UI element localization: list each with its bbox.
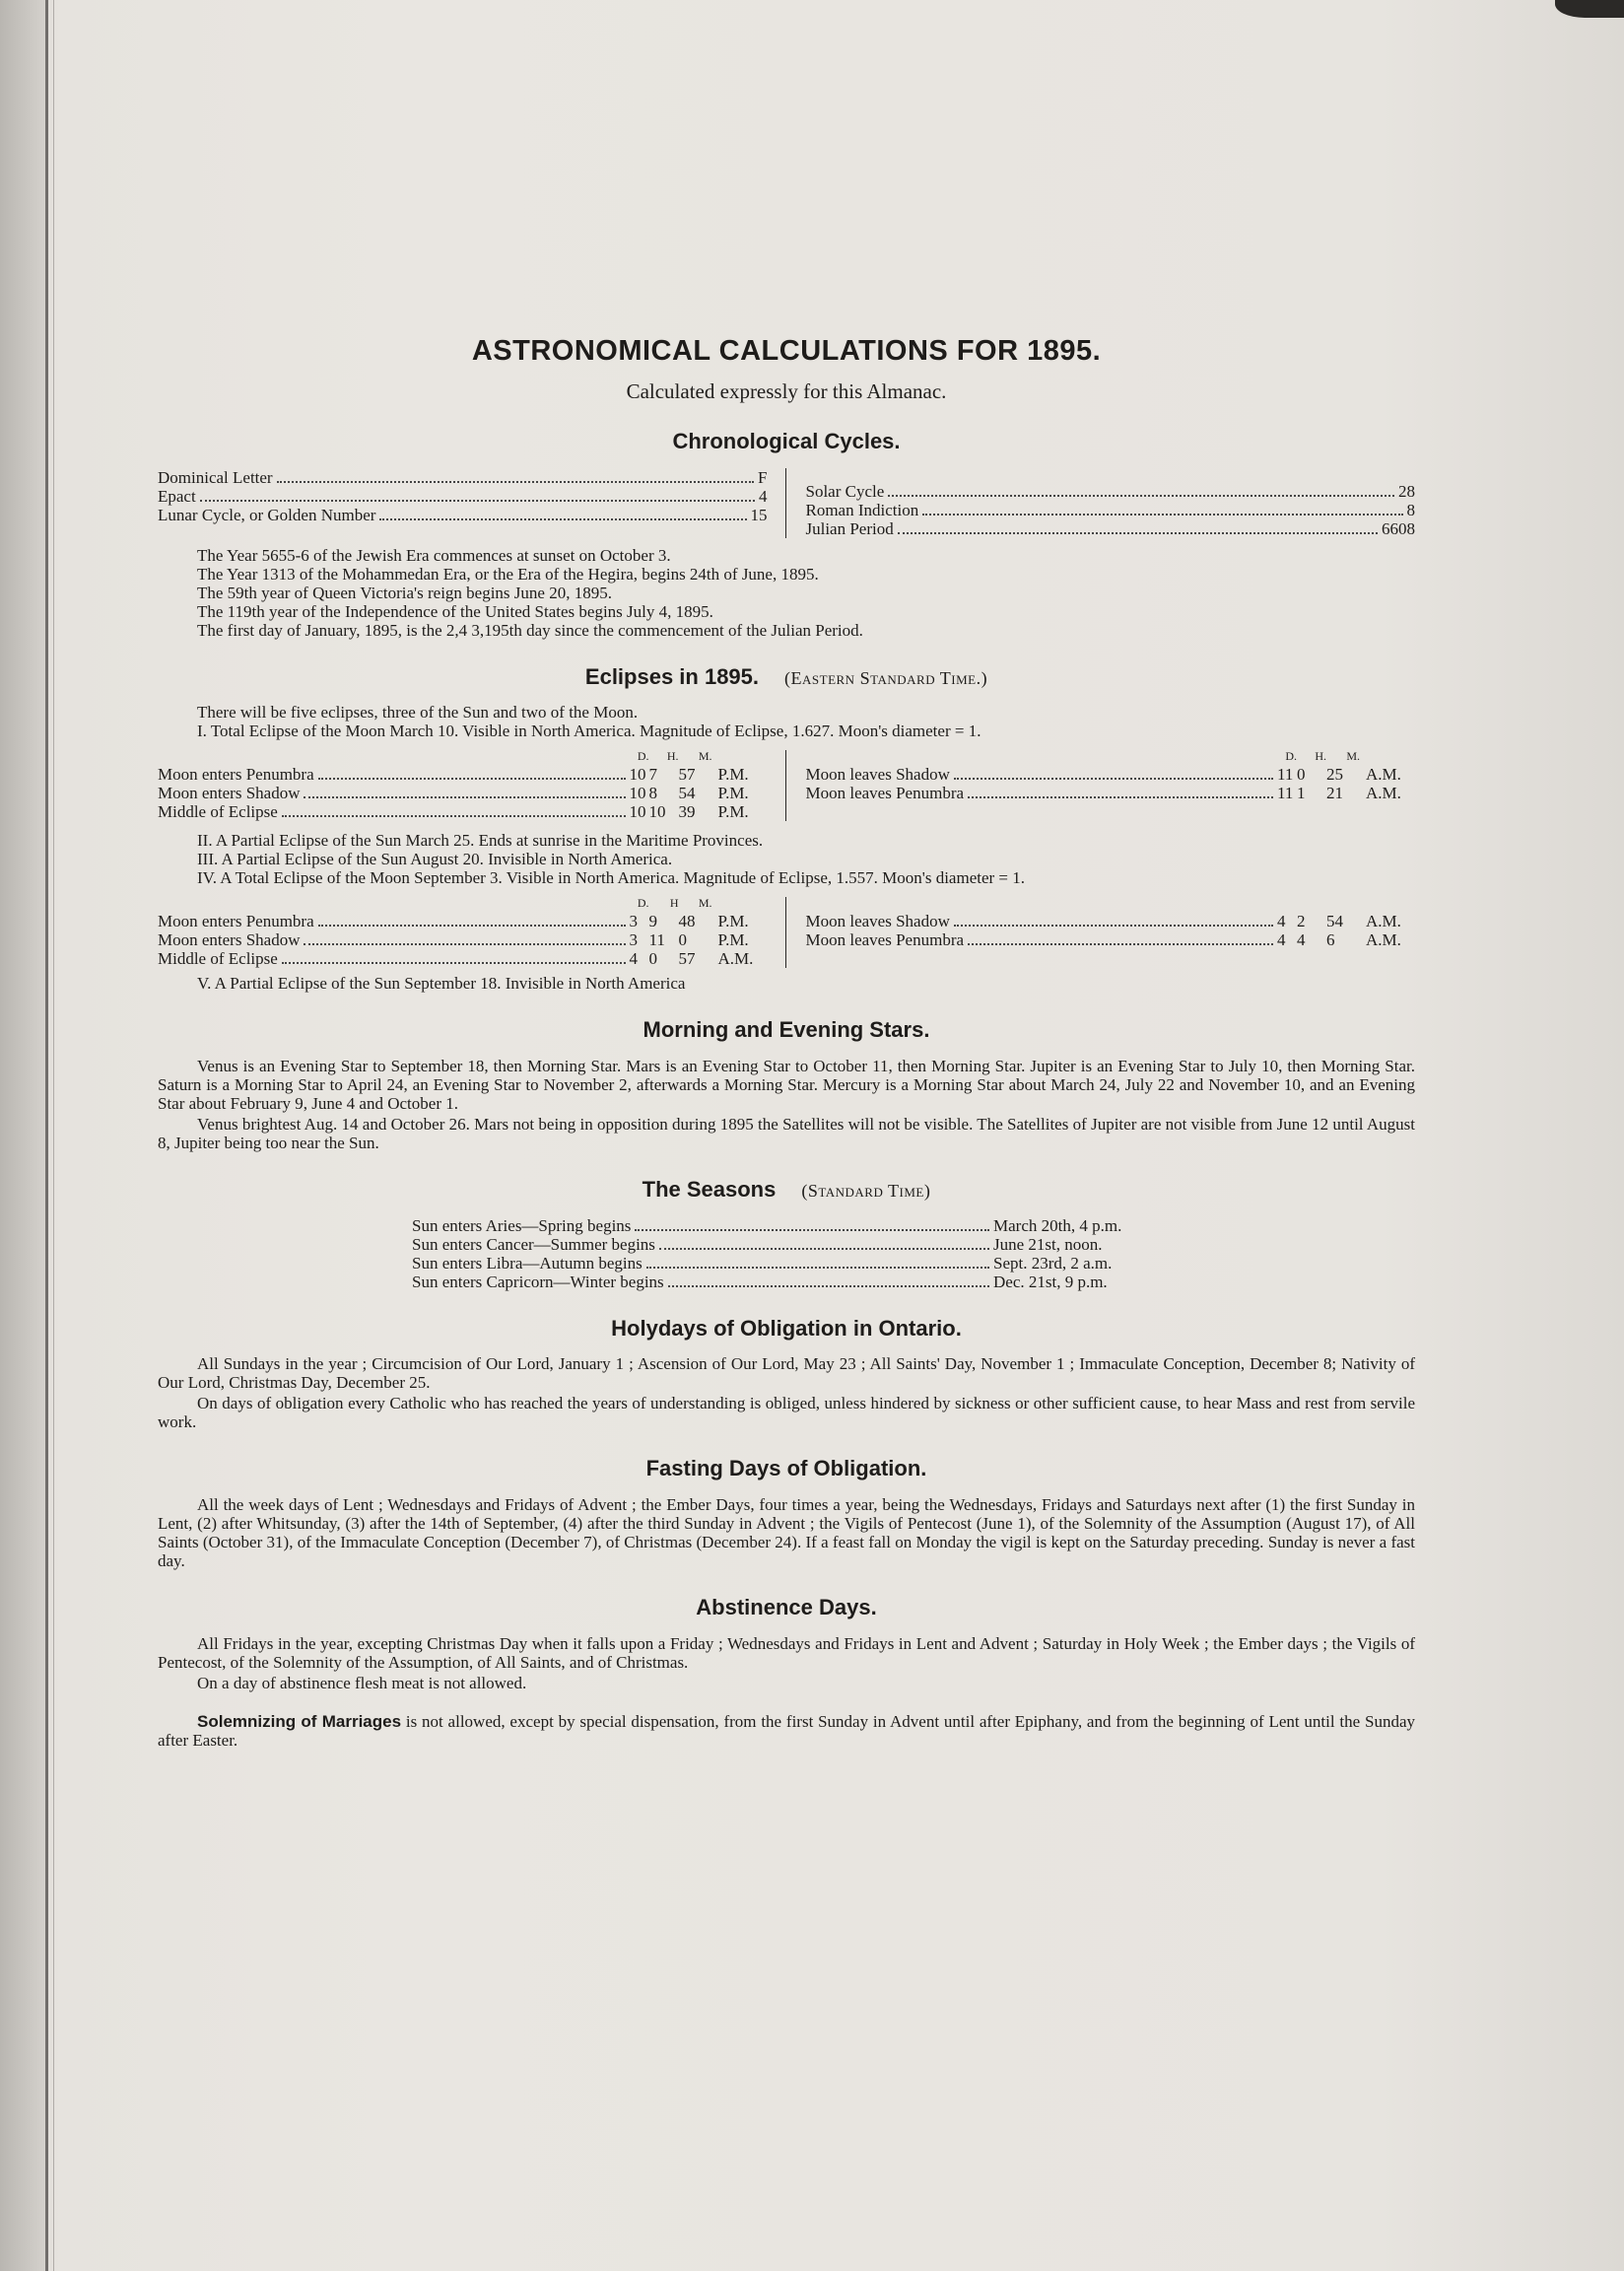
stars-paragraph: Venus brightest Aug. 14 and October 26. Mars not being in opposition during 1895 the Satellites will not be visible. The Satellites of Jupiter are not visible from June 12 until August 8, Jupiter being too near the Sun. (158, 1115, 1415, 1153)
eclipses-heading-text: Eclipses in 1895. (584, 663, 760, 689)
chronology-note: The Year 1313 of the Mohammedan Era, or the Era of the Hegira, begins 24th of June, 1895. (197, 564, 819, 584)
spine-shadow (0, 0, 45, 2271)
corner-ink-mark (1555, 0, 1624, 18)
document-body (158, 335, 1415, 1752)
season-row: Sun enters Libra—Autumn begins Sept. 23rd, 2 a.m. (412, 1253, 1113, 1273)
chrono-row (806, 519, 1416, 538)
fasting-paragraph: All the week days of Lent ; Wednesdays and Fridays of Advent ; the Ember Days, four times a year, being the Wednesdays, Fridays and Saturdays next after (1) the first Sunday in Lent, (2) after Whitsunday, (3) after the 14th of September, (4) after the third Sunday in Advent ; the Vigils of Pentecost (June 1), of the Solemnity of the Assumption (August 17), of All Saints (October 31), of the Immaculate Conception (December 7), of Christmas (December 24). If a feast fall on Monday the vigil is kept on the Saturday preceding. Sunday is never a fast day. (158, 1495, 1415, 1571)
eclipses-heading (158, 665, 1415, 690)
eclipse-five: V. A Partial Eclipse of the Sun September 18. Invisible in North America (197, 974, 686, 994)
seasons-table (412, 1216, 1181, 1291)
marriages-text: is not allowed, except by special dispensation, from the first Sunday in Advent until after Epiphany, and from the beginning of Lent until the Sunday after Easter. (158, 1711, 1415, 1750)
spine-rule (45, 0, 48, 2271)
chrono-row (158, 487, 768, 506)
chrono-label: Dominical Letter (158, 467, 273, 487)
eclipse-note: IV. A Total Eclipse of the Moon September 3. Visible in North America. Magnitude of Eclipse, 1.557. Moon's diameter = 1. (197, 868, 1026, 888)
holydays-paragraph: On days of obligation every Catholic who has reached the years of understanding is obliged, unless hindered by sickness or other sufficient cause, to hear Mass and rest from servile work. (158, 1394, 1415, 1432)
chronology-notes (158, 546, 1415, 640)
eclipse-row: Moon leaves Penumbra 11 1 21 A.M. (805, 784, 1401, 803)
eclipse-row: Moon enters Penumbra 3 9 48 P.M. (158, 912, 749, 931)
eclipse-row: Moon leaves Shadow 11 0 25 A.M. (805, 765, 1401, 785)
chrono-label: Solar Cycle (805, 481, 885, 501)
eclipse-row: Moon enters Shadow 10 8 54 P.M. (158, 784, 749, 803)
abstinence-paragraph: On a day of abstinence flesh meat is not allowed. (197, 1673, 527, 1692)
chronological-cycles-heading: Chronological Cycles. (672, 428, 901, 453)
eclipse-one: I. Total Eclipse of the Moon March 10. Visible in North America. Magnitude of Eclipse, 1.627. Moon's diameter = 1. (197, 722, 981, 741)
eclipse-row: Moon leaves Shadow 4 2 54 A.M. (805, 912, 1401, 931)
eclipse-four-left (158, 897, 785, 968)
eclipse-row: Moon enters Penumbra 10 7 57 P.M. (158, 765, 749, 785)
season-row: Sun enters Aries—Spring begins March 20th, 4 p.m. (412, 1215, 1122, 1235)
eclipse-column-heads: D. H M. (637, 896, 712, 911)
chrono-value: 4 (759, 486, 768, 506)
chrono-value: 8 (1406, 500, 1415, 519)
chrono-value: 15 (750, 505, 768, 524)
chronology-note: The first day of January, 1895, is the 2,4 3,195th day since the commencement of the Julian Period. (197, 620, 863, 640)
eclipse-row: Middle of Eclipse 10 10 39 P.M. (158, 802, 749, 822)
page-title: ASTRONOMICAL CALCULATIONS FOR 1895. (471, 335, 1102, 367)
chronology-note: The Year 5655-6 of the Jewish Era commences at sunset on October 3. (197, 545, 671, 565)
chrono-row (158, 506, 768, 524)
eclipse-one-table (158, 750, 1415, 821)
seasons-heading (158, 1178, 1415, 1203)
abstinence-heading: Abstinence Days. (696, 1595, 877, 1620)
chrono-value: F (758, 467, 768, 487)
eclipse-note: III. A Partial Eclipse of the Sun August 20. Invisible in North America. (197, 850, 673, 869)
seasons-heading-sub: (Standard Time) (801, 1181, 931, 1202)
eclipse-note: II. A Partial Eclipse of the Sun March 25. Ends at sunrise in the Maritime Provinces. (197, 831, 764, 851)
chrono-row (158, 468, 768, 487)
eclipse-one-right (785, 750, 1416, 821)
chrono-value: 6608 (1382, 518, 1415, 538)
marriages-lead: Solemnizing of Marriages (197, 1711, 402, 1731)
holydays-heading: Holydays of Obligation in Ontario. (611, 1315, 962, 1341)
chrono-row (806, 501, 1416, 519)
eclipse-four-right (785, 897, 1416, 968)
season-row: Sun enters Cancer—Summer begins June 21st, noon. (412, 1234, 1103, 1254)
page-subtitle: Calculated expressly for this Almanac. (626, 379, 947, 404)
season-row: Sun enters Capricorn—Winter begins Dec. 21st, 9 p.m. (412, 1272, 1108, 1291)
chrono-left-column (158, 468, 785, 538)
eclipses-intro: There will be five eclipses, three of the Sun and two of the Moon. (197, 703, 639, 723)
stars-paragraph: Venus is an Evening Star to September 18, then Morning Star. Mars is an Evening Star to October 11, then Morning Star. Jupiter is an Evening Star to July 10, then Morning Star. Saturn is a Morning Star to April 24, an Evening Star to November 2, afterwards a Morning Star. Mercury is a Morning Star about March 24, July 22 and November 10, and an Evening Star about February 9, June 4 and October 1. (158, 1056, 1415, 1114)
fasting-heading: Fasting Days of Obligation. (645, 1456, 927, 1481)
abstinence-paragraph: All Fridays in the year, excepting Christmas Day when it falls upon a Friday ; Wednesdays and Fridays in Lent and Advent ; Saturday in Holy Week ; the Ember days ; the Vigils of Pentecost, of the Solemnity of the Assumption, of All Saints, and of Christmas. (158, 1633, 1415, 1672)
marriages-paragraph (158, 1712, 1415, 1750)
eclipse-row: Middle of Eclipse 4 0 57 A.M. (158, 949, 754, 969)
chrono-value: 28 (1398, 481, 1415, 501)
chrono-label: Roman Indiction (805, 500, 919, 519)
seasons-heading-text: The Seasons (642, 1177, 777, 1203)
chronological-cycles-table (158, 468, 1415, 538)
chrono-label: Lunar Cycle, or Golden Number (158, 505, 376, 524)
chrono-label: Julian Period (805, 518, 894, 538)
eclipse-notes (158, 831, 1415, 887)
holydays-paragraph: All Sundays in the year ; Circumcision of Our Lord, January 1 ; Ascension of Our Lord, May 23 ; All Saints' Day, November 1 ; Immaculate Conception, December 8; Nativity of Our Lord, Christmas Day, December 25. (158, 1354, 1415, 1393)
stars-heading: Morning and Evening Stars. (643, 1017, 930, 1043)
eclipse-row: Moon leaves Penumbra 4 4 6 A.M. (805, 930, 1401, 950)
chrono-label: Epact (158, 486, 196, 506)
eclipse-one-left (158, 750, 785, 821)
chrono-right-column (785, 468, 1416, 538)
spine-rule-secondary (53, 0, 54, 2271)
eclipses-heading-sub: (Eastern Standard Time.) (784, 667, 988, 688)
eclipse-row: Moon enters Shadow 3 11 0 P.M. (158, 930, 749, 950)
eclipse-four-table (158, 897, 1415, 968)
eclipse-column-heads: D. H. M. (1285, 749, 1360, 764)
chronology-note: The 59th year of Queen Victoria's reign begins June 20, 1895. (197, 583, 612, 602)
eclipse-column-heads: D. H. M. (637, 749, 712, 764)
chrono-row (806, 482, 1416, 501)
chronology-note: The 119th year of the Independence of the United States begins July 4, 1895. (197, 601, 713, 621)
